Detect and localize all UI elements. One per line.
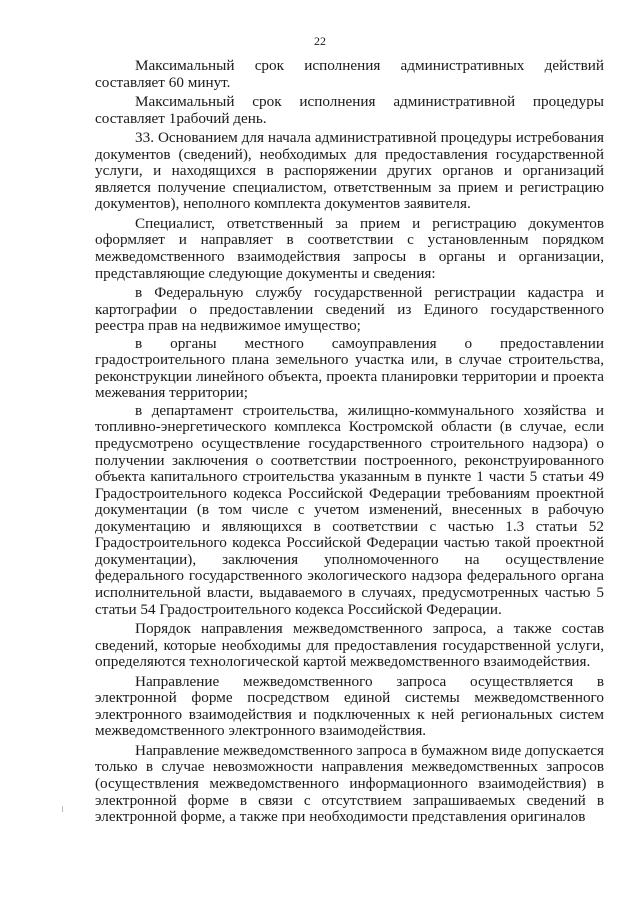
paragraph-33-basis: 33. Основанием для начала административной процедуры истребования документов (сведений), необходимых для предоставления государственной услуги, и находящихся в распоряжении других органов и организаций является получение специалистом, ответственным за прием и регистрацию документов), неполного комплекта документов заявителя.: [95, 129, 604, 213]
document-body: [95, 58, 604, 829]
margin-mark: [62, 806, 63, 812]
paragraph-max-time-procedure: Максимальный срок исполнения административной процедуры составляет 1рабочий день.: [95, 93, 604, 127]
list-item-construction-department: в департамент строительства, жилищно-коммунального хозяйства и топливно-энергетического комплекса Костромской области (в случае, если предусмотрено осуществление государственного строительного надзора) о получении заключения о соответствии построенного, реконструированного объекта капитального строительства указанным в пункте 1 части 5 статьи 49 Градостроительного кодекса Российской Федерации требованиям проектной документации (в том числе с учетом изменений, внесенных в рабочую документацию и являющихся в соответствии с частью 1.3 статьи 52 Градостроительного кодекса Российской Федерации частью такой проектной документации), заключения уполномоченного на осуществление федерального государственного экологического надзора федерального органа исполнительной власти, выдаваемого в случаях, предусмотренных частью 5 статьи 54 Градостроительного кодекса Российской Федерации.: [95, 401, 604, 618]
page-number: 22: [314, 34, 326, 48]
paragraph-max-time-actions: Максимальный срок исполнения административных действий составляет 60 минут.: [95, 57, 604, 91]
paragraph-electronic-request: Направление межведомственного запроса осуществляется в электронной форме посредством единой системы межведомственного электронного взаимодействия и подключенных к ней региональных систем межведомственного электронного взаимодействия.: [95, 672, 604, 740]
paragraph-paper-request: Направление межведомственного запроса в бумажном виде допускается только в случае невозможности направления межведомственных запросов (осуществления межведомственного информационного взаимодействия) в электронной форме в связи с отсутствием запрашиваемых сведений в электронной форме, а также при необходимости представления оригиналов: [95, 741, 604, 826]
list-item-local-government: в органы местного самоуправления о предоставлении градостроительного плана земельного участка или, в случае строительства, реконструкции линейного объекта, проекта планировки территории и проекта межевания территории;: [95, 334, 604, 402]
paragraph-request-procedure: Порядок направления межведомственного запроса, а также состав сведений, которые необходимы для предоставления государственной услуги, определяются технологической картой межведомственного взаимодействия.: [95, 620, 604, 671]
paragraph-specialist-requests: Специалист, ответственный за прием и регистрацию документов оформляет и направляет в соответствии с установленным порядком межведомственного взаимодействия запросы в органы и организации, представляющие следующие документы и сведения:: [95, 214, 604, 282]
list-item-rosreestr: в Федеральную службу государственной регистрации кадастра и картографии о предоставлении сведений из Единого государственного реестра прав на недвижимое имущество;: [95, 284, 604, 335]
